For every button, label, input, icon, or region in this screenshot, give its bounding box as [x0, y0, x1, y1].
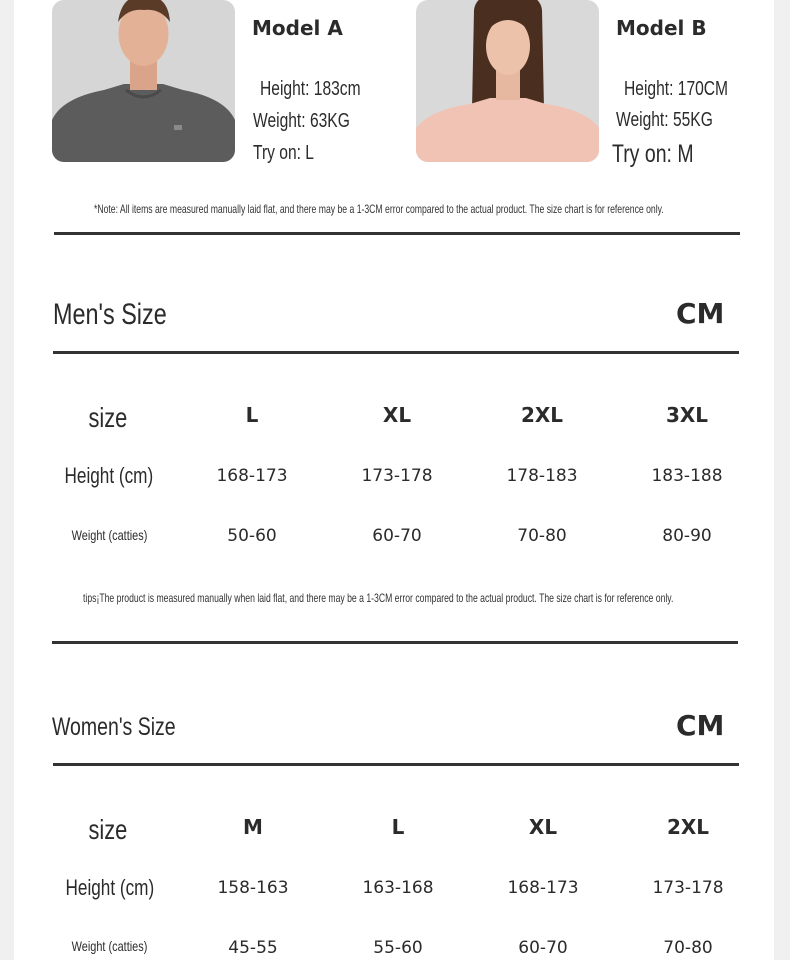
womens-size-title: Women's Size	[52, 713, 176, 741]
mens-row-label-weight: Weight (catties)	[71, 527, 147, 543]
mens-row-label-height: Height (cm)	[64, 463, 154, 488]
mens-unit-label: CM	[676, 297, 725, 330]
mens-title-underline	[53, 351, 739, 354]
measurement-note: *Note: All items are measured manually laid flat, and there may be a 1-3CM error compared to the actual product. The size chart is for reference only.	[94, 202, 664, 216]
mens-weight-cell: 70-80	[517, 526, 567, 546]
womens-row-label-height: Height (cm)	[65, 875, 155, 900]
mens-size-title: Men's Size	[53, 298, 167, 331]
mens-height-cell: 183-188	[651, 466, 723, 486]
mens-weight-cell: 80-90	[662, 526, 712, 546]
model-b-title: Model B	[616, 16, 707, 40]
model-a-tryon: Try on: L	[253, 142, 314, 164]
womens-title-underline	[53, 763, 739, 766]
model-a-weight: Weight: 63KG	[253, 110, 350, 132]
mens-size-cell: L	[245, 403, 259, 427]
womens-size-cell: M	[243, 815, 263, 839]
mens-row-label-size: size	[88, 402, 128, 433]
mens-size-cell: 2XL	[520, 403, 564, 427]
womens-weight-cell: 60-70	[518, 938, 568, 958]
model-a-image	[52, 0, 235, 162]
womens-weight-cell: 70-80	[663, 938, 713, 958]
womens-size-cell: XL	[528, 815, 558, 839]
womens-height-cell: 168-173	[507, 878, 579, 898]
size-chart-page	[14, 0, 774, 960]
mens-height-cell: 173-178	[361, 466, 433, 486]
divider-mens-bottom	[52, 641, 738, 644]
womens-unit-label: CM	[676, 709, 725, 742]
mens-size-cell: 3XL	[665, 403, 709, 427]
model-b-height: Height: 170CM	[624, 78, 729, 100]
mens-height-cell: 178-183	[506, 466, 578, 486]
womens-height-cell: 163-168	[362, 878, 434, 898]
womens-size-cell: 2XL	[666, 815, 710, 839]
mens-tips-note: tips¡The product is measured manually when laid flat, and there may be a 1-3CM error compared to the actual product. The size chart is for reference only.	[83, 591, 674, 605]
womens-weight-cell: 45-55	[228, 938, 278, 958]
womens-row-label-weight: Weight (catties)	[71, 938, 147, 954]
model-b-photo	[416, 0, 599, 162]
model-b-tryon: Try on: M	[612, 140, 694, 168]
womens-row-label-size: size	[88, 814, 128, 845]
womens-weight-cell: 55-60	[373, 938, 423, 958]
mens-height-cell: 168-173	[216, 466, 288, 486]
mens-size-cell: XL	[382, 403, 412, 427]
womens-height-cell: 173-178	[652, 878, 724, 898]
model-b-image	[416, 0, 599, 162]
mens-weight-cell: 60-70	[372, 526, 422, 546]
divider-top	[54, 232, 740, 235]
womens-size-cell: L	[391, 815, 405, 839]
model-a-photo	[52, 0, 235, 162]
model-a-title: Model A	[252, 16, 343, 40]
model-a-height: Height: 183cm	[260, 78, 361, 100]
model-b-weight: Weight: 55KG	[616, 109, 713, 131]
mens-weight-cell: 50-60	[227, 526, 277, 546]
womens-height-cell: 158-163	[217, 878, 289, 898]
